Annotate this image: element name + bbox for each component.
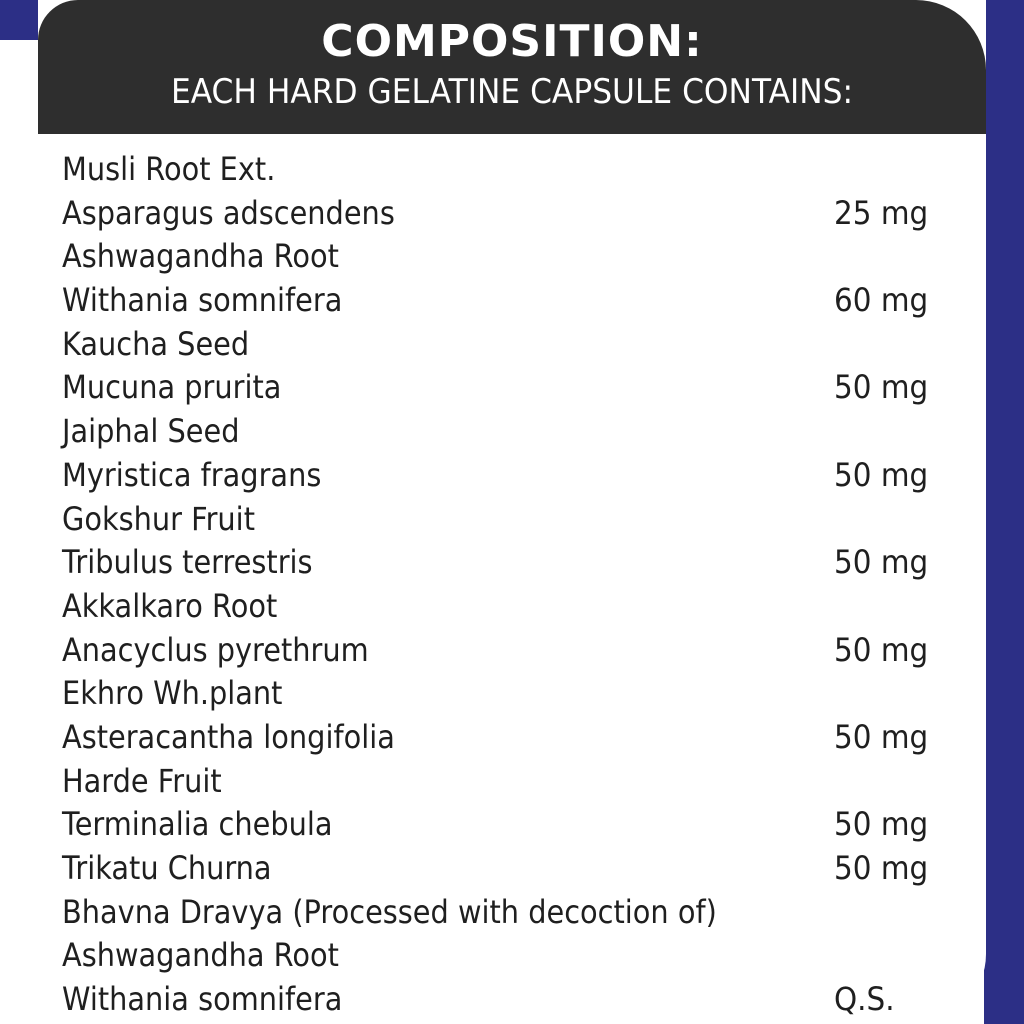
- ingredient-name: Asteracantha longifolia: [62, 717, 395, 756]
- ingredient-name: Withania somnifera: [62, 281, 343, 320]
- ingredient-row: [62, 498, 962, 542]
- ingredient-amount: 50 mg: [834, 455, 929, 494]
- ingredient-name: Harde Fruit: [62, 761, 222, 800]
- ingredient-name: Asparagus adscendens: [62, 193, 395, 232]
- ingredient-row: [62, 934, 962, 978]
- ingredient-amount: 50 mg: [834, 805, 929, 844]
- composition-subtitle: EACH HARD GELATINE CAPSULE CONTAINS:: [170, 72, 854, 112]
- composition-panel: [38, 0, 986, 1024]
- ingredient-row: [62, 891, 962, 935]
- ingredient-list: [62, 148, 962, 1022]
- ingredient-name: Musli Root Ext.: [62, 150, 276, 188]
- ingredient-row: [62, 672, 962, 716]
- ingredient-name: Gokshur Fruit: [62, 499, 255, 538]
- ingredient-amount: Q.S.: [834, 980, 895, 1019]
- ingredient-row: [62, 366, 962, 410]
- ingredient-row: [62, 279, 962, 323]
- ingredient-name: Trikatu Churna: [62, 849, 272, 887]
- ingredient-name: Ashwagandha Root: [62, 237, 339, 276]
- ingredient-name: Mucuna prurita: [62, 368, 282, 407]
- composition-title: COMPOSITION:: [321, 16, 703, 67]
- ingredient-amount: 50 mg: [834, 849, 929, 887]
- ingredient-row: [62, 235, 962, 279]
- ingredient-amount: 25 mg: [834, 193, 929, 232]
- ingredient-row: [62, 629, 962, 673]
- ingredient-name: Akkalkaro Root: [62, 586, 278, 625]
- ingredient-amount: 50 mg: [834, 717, 929, 756]
- ingredient-name: Ekhro Wh.plant: [62, 674, 283, 713]
- ingredient-row: [62, 803, 962, 847]
- ingredient-name: Kaucha Seed: [62, 324, 250, 363]
- ingredient-row: [62, 323, 962, 367]
- ingredient-row: [62, 847, 962, 891]
- ingredient-amount: 60 mg: [834, 281, 929, 320]
- ingredient-row: [62, 585, 962, 629]
- ingredient-name: Withania somnifera: [62, 980, 343, 1019]
- ingredient-name: Tribulus terrestris: [62, 543, 313, 582]
- ingredient-name: Ashwagandha Root: [62, 936, 339, 975]
- ingredient-name: Jaiphal Seed: [62, 412, 240, 451]
- ingredient-row: [62, 760, 962, 804]
- ingredient-name: Anacyclus pyrethrum: [62, 630, 369, 669]
- ingredient-row: [62, 148, 962, 192]
- ingredient-row: [62, 454, 962, 498]
- ingredient-amount: 50 mg: [834, 543, 929, 582]
- composition-header: [38, 0, 986, 134]
- ingredient-row: [62, 541, 962, 585]
- ingredient-amount: 50 mg: [834, 368, 929, 407]
- ingredient-row: [62, 716, 962, 760]
- ingredient-amount: 50 mg: [834, 630, 929, 669]
- ingredient-name: Terminalia chebula: [62, 805, 333, 844]
- ingredient-row: [62, 410, 962, 454]
- ingredient-row: [62, 978, 962, 1022]
- ingredient-name: Myristica fragrans: [62, 455, 322, 494]
- ingredient-name: Bhavna Dravya (Processed with decoction of): [62, 892, 717, 931]
- ingredient-row: [62, 192, 962, 236]
